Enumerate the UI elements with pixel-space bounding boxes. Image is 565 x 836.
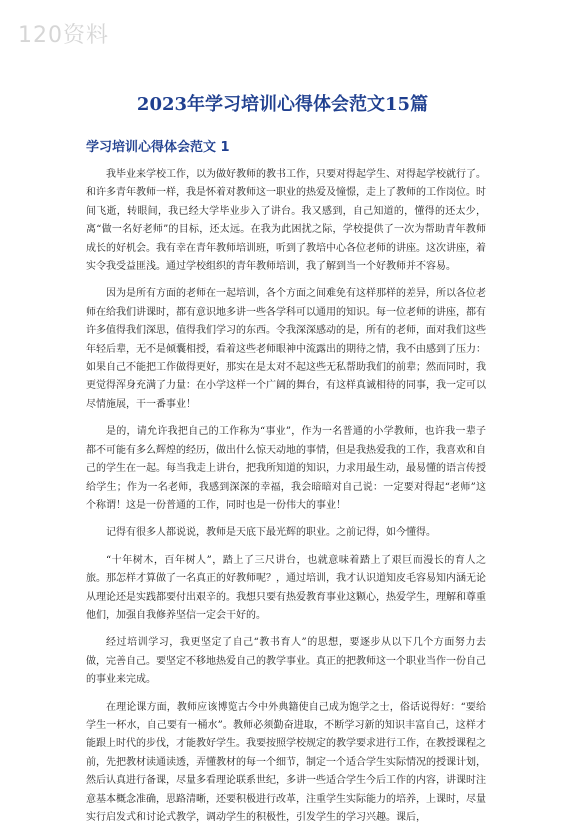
paragraph-6: 经过培训学习，我更坚定了自己“教书育人”的思想，要逐步从以下几个方面努力去做，完善自己。要坚定不移地热爱自己的教学事业。真正的把教师这一个职业当作一份自己的事业来完成。 xyxy=(86,637,486,686)
section-heading: 学习培训心得体会范文 1 xyxy=(86,140,230,155)
paragraph-3: 是的，请允许我把自己的工作称为“事业”，作为一名普通的小学教师，也许我一辈子都不可能有多么辉煌的经历，做出什么惊天动地的事情，但是我热爱我的工作，我喜欢和自己的学生在一起。每当我走上讲台，把我所知道的知识，力求用最生动，最易懂的语言传授给学生；作为一名老师，我感到深深的幸福，我会暗暗对自己说：一定要对得起“老师”这个称谓！这是一份普通的工作，同时也是一份伟大的事业！ xyxy=(86,426,486,511)
paragraph-2: 因为是所有方面的老师在一起培训，各个方面之间难免有这样那样的差异，所以各位老师在给我们讲课时，都有意识地多讲一些各学科可以通用的知识。每一位老师的讲座，都有许多值得我们深思，值得我们学习的东西。令我深深感动的是，所有的老师，面对我们这些年轻后辈，无不是倾囊相授，看着这些老师眼神中流露出的期待之情，我不由感到了压力：如果自己不能把工作做得更好，那实在是太对不起这些无私帮助我们的前辈；然而同时，我更觉得浑身充满了力量：在小学这样一个广阔的舞台，有这样真诚相待的同事，我一定可以尽情施展，干一番事业！ xyxy=(86,288,486,410)
paragraph-4: 记得有很多人都说说，教师是天底下最光辉的职业。之前记得，如今懂得。 xyxy=(106,527,436,539)
watermark: 120资料 xyxy=(18,23,109,48)
paragraph-5: “十年树木，百年树人”，踏上了三尺讲台，也就意味着踏上了艰巨而漫长的育人之旅。那怎样才算做了一名真正的好教师呢？，通过培训，我才认识道知皮毛容易知内涵无论从理论还是实践都要付出艰辛的。我想只要有热爱教育事业这颗心，热爱学生，理解和尊重他们，加强自我修养坚信一定会干好的。 xyxy=(86,554,486,621)
article-body xyxy=(86,166,486,836)
page-title: 2023年学习培训心得体会范文15篇 xyxy=(136,94,429,116)
paragraph-1: 我毕业来学校工作，以为做好教师的教书工作，只要对得起学生、对得起学校就行了。和许多青年教师一样，我是怀着对教师这一职业的热爱及憧憬，走上了教师的工作岗位。时间飞逝，转眼间，我已经大学毕业步入了讲台。我又感到，自己知道的，懂得的还太少，离“做一名好老师”的目标，还太远。在我为此困扰之际，学校提供了一次为帮助青年教师成长的好机会。我有幸在青年教师培训班，听到了教培中心各位老师的讲座。这次讲座，着实令我受益匪浅。通过学校组织的青年教师培训，我了解到当一个好教师并不容易。 xyxy=(86,169,486,273)
paragraph-7: 在理论课方面，教师应该博览古今中外典籍使自己成为饱学之士，俗话说得好：“要给学生一杯水，自己要有一桶水”。教师必须勤奋进取，不断学习新的知识丰富自己，这样才能跟上时代的步伐，才能教好学生。我要按照学校规定的教学要求进行工作，在教授课程之前，先把教材读通读透，弄懂教材的每一个细节，制定一个适合学生实际情况的授课计划，然后认真进行备课，尽量多看理论联系世纪，多讲一些适合学生今后工作的内容，讲课时注意基本概念准确，思路清晰，还要积极进行改革，注重学生实际能力的培养，上课时，尽量实行启发式和讨论式教学，调动学生的积极性，引发学生的学习兴趣。课后， xyxy=(86,701,486,823)
